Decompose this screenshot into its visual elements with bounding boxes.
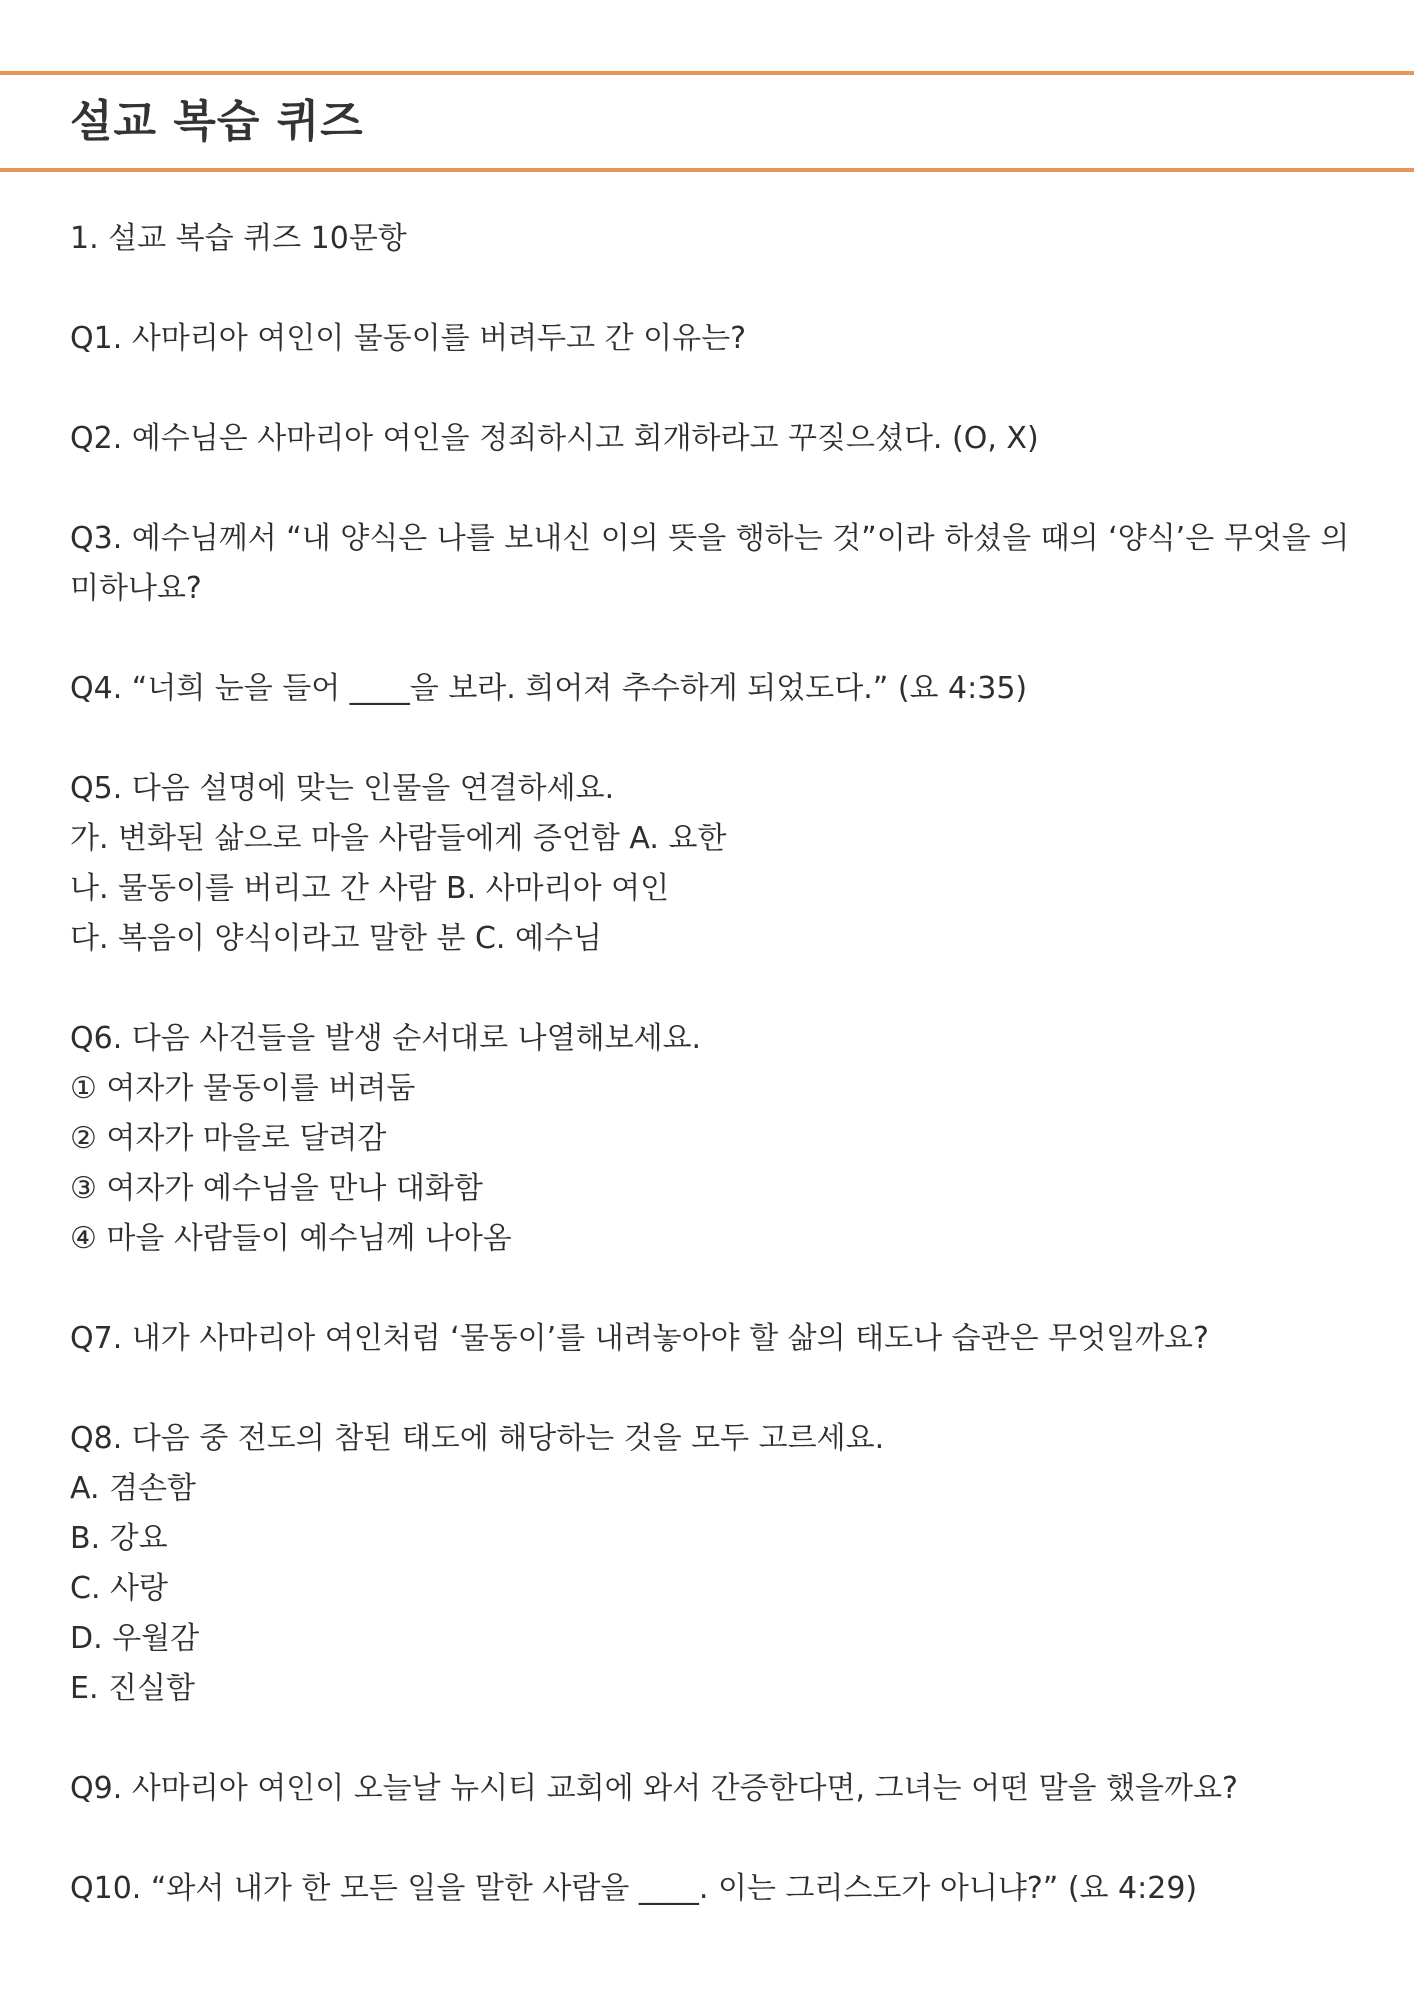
question-8-option: B. 강요 bbox=[70, 1521, 168, 1556]
question-9: Q9. 사마리아 여인이 오늘날 뉴시티 교회에 와서 간증한다면, 그녀는 어떤 말을 했을까요? bbox=[70, 1771, 1238, 1806]
question-10: Q10. “와서 내가 한 모든 일을 말한 사람을 ____. 이는 그리스도가 아니냐?” (요 4:29) bbox=[70, 1871, 1198, 1906]
question-8-option: E. 진실함 bbox=[70, 1671, 195, 1706]
question-6-item: ④ 마을 사람들이 예수님께 나아옴 bbox=[70, 1221, 512, 1256]
question-5-item: 다. 복음이 양식이라고 말한 분 C. 예수님 bbox=[70, 921, 602, 956]
header-bottom-rule bbox=[0, 168, 1414, 172]
question-8-prompt: Q8. 다음 중 전도의 참된 태도에 해당하는 것을 모두 고르세요. bbox=[70, 1421, 885, 1456]
question-2: Q2. 예수님은 사마리아 여인을 정죄하시고 회개하라고 꾸짖으셨다. (O, X) bbox=[70, 421, 1039, 456]
question-3: Q3. 예수님께서 “내 양식은 나를 보내신 이의 뜻을 행하는 것”이라 하셨을 때의 ‘양식’은 무엇을 의미하나요? bbox=[70, 521, 1350, 606]
question-6-item: ① 여자가 물동이를 버려둠 bbox=[70, 1071, 416, 1106]
question-5-prompt: Q5. 다음 설명에 맞는 인물을 연결하세요. bbox=[70, 771, 615, 806]
question-5-item: 나. 물동이를 버리고 간 사람 B. 사마리아 여인 bbox=[70, 871, 670, 906]
question-5-item: 가. 변화된 삶으로 마을 사람들에게 증언함 A. 요한 bbox=[70, 821, 727, 856]
question-8-option: A. 겸손함 bbox=[70, 1471, 197, 1506]
question-7: Q7. 내가 사마리아 여인처럼 ‘물동이’를 내려놓아야 할 삶의 태도나 습관은 무엇일까요? bbox=[70, 1321, 1209, 1356]
header-top-rule bbox=[0, 71, 1414, 75]
question-6-item: ② 여자가 마을로 달려감 bbox=[70, 1121, 387, 1156]
question-6-prompt: Q6. 다음 사건들을 발생 순서대로 나열해보세요. bbox=[70, 1021, 702, 1056]
quiz-intro: 1. 설교 복습 퀴즈 10문항 bbox=[70, 221, 407, 256]
question-6-item: ③ 여자가 예수님을 만나 대화함 bbox=[70, 1171, 483, 1206]
question-4: Q4. “너희 눈을 들어 ____을 보라. 희어져 추수하게 되었도다.” (요 4:35) bbox=[70, 671, 1028, 706]
page-title: 설교 복습 퀴즈 bbox=[70, 96, 364, 147]
question-8-option: C. 사랑 bbox=[70, 1571, 168, 1606]
question-1: Q1. 사마리아 여인이 물동이를 버려두고 간 이유는? bbox=[70, 321, 746, 356]
question-8-option: D. 우월감 bbox=[70, 1621, 200, 1656]
quiz-content bbox=[70, 214, 1350, 1914]
